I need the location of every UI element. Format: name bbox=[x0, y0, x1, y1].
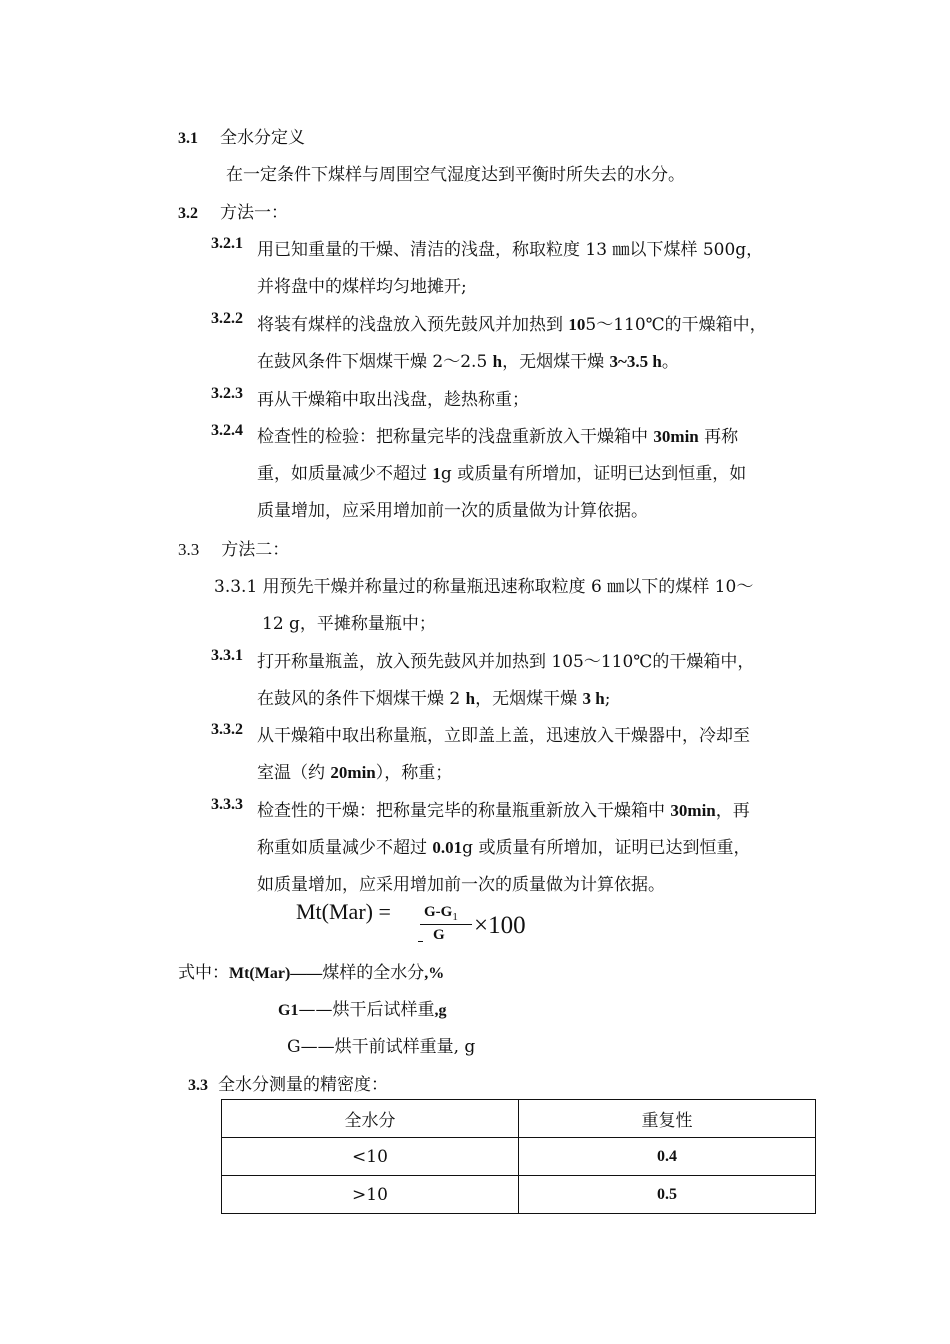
section-title: 全水分测量的精密度： bbox=[218, 1075, 388, 1095]
section-number: 3.3 bbox=[178, 540, 200, 559]
item-3-3-3-cont: 称重如质量减少不超过 0.01g 或质量有所增加，证明已达到恒重， bbox=[257, 838, 751, 858]
section-number: 3.1 bbox=[178, 130, 198, 147]
formula-lhs: Mt(Mar) = bbox=[296, 899, 391, 924]
fraction-mark bbox=[418, 941, 423, 942]
item-3-3-1-first: 3.3.1 用预先干燥并称量过的称量瓶迅速称取粒度 6 ㎜以下的煤样 10～ bbox=[214, 577, 754, 597]
section-3-1-desc: 在一定条件下煤样与周围空气湿度达到平衡时所失去的水分。 bbox=[226, 165, 685, 185]
item-line: 检查性的干燥：把称量完毕的称量瓶重新放入干燥箱中 30min，再 bbox=[257, 801, 750, 821]
section-3-2-heading bbox=[178, 198, 288, 223]
item-number: 3.2.2 bbox=[211, 310, 243, 327]
item-number: 3.2.4 bbox=[211, 422, 243, 439]
table-cell: >10 bbox=[222, 1176, 519, 1214]
fraction-bar bbox=[420, 924, 472, 925]
section-title: 方法一： bbox=[220, 203, 288, 223]
section-3-3-heading bbox=[178, 535, 289, 560]
table-row bbox=[222, 1138, 816, 1176]
item-line: 从干燥箱中取出称量瓶，立即盖上盖，迅速放入干燥器中，冷却至 bbox=[257, 726, 750, 746]
table-cell: 0.4 bbox=[519, 1138, 816, 1176]
item-number: 3.3.3 bbox=[211, 796, 243, 813]
formula-multiplier: ×100 bbox=[474, 912, 526, 939]
item-3-3-3-cont2: 如质量增加，应采用增加前一次的质量做为计算依据。 bbox=[257, 875, 665, 895]
item-3-3-3 bbox=[211, 796, 750, 821]
where-line-3: G——烘干前试样重量, g bbox=[287, 1037, 476, 1057]
item-3-2-1 bbox=[211, 235, 763, 260]
section-number: 3.2 bbox=[178, 205, 198, 222]
item-3-3-1-first-cont: 12 g，平摊称量瓶中； bbox=[262, 614, 436, 634]
formula-denominator: G bbox=[433, 927, 445, 943]
item-3-3-1-cont: 在鼓风的条件下烟煤干燥 2 h，无烟煤干燥 3 h; bbox=[257, 689, 611, 709]
section-title: 全水分定义 bbox=[220, 128, 305, 148]
precision-table bbox=[221, 1099, 816, 1214]
item-line: 将装有煤样的浅盘放入预先鼓风并加热到 105～110℃的干燥箱中， bbox=[257, 315, 767, 335]
item-3-2-3 bbox=[211, 385, 529, 410]
section-title: 方法二： bbox=[221, 540, 290, 560]
item-3-2-4-cont2: 质量增加，应采用增加前一次的质量做为计算依据。 bbox=[257, 501, 648, 521]
item-number: 3.3.1 bbox=[211, 647, 243, 664]
where-line-2: G1——烘干后试样重,g bbox=[278, 1000, 447, 1020]
item-3-3-1 bbox=[211, 647, 754, 672]
item-3-2-2 bbox=[211, 310, 767, 335]
item-3-3-2 bbox=[211, 721, 750, 746]
item-3-2-2-cont: 在鼓风条件下烟煤干燥 2～2.5 h，无烟煤干燥 3~3.5 h。 bbox=[257, 352, 679, 372]
item-number: 3.2.1 bbox=[211, 235, 243, 252]
item-line: 用已知重量的干燥、清洁的浅盘，称取粒度 13 ㎜以下煤样 500g， bbox=[257, 240, 764, 260]
where-line-1: 式中：Mt(Mar)——煤样的全水分,% bbox=[178, 963, 445, 983]
item-line: 打开称量瓶盖，放入预先鼓风并加热到 105～110℃的干燥箱中， bbox=[257, 652, 755, 672]
table-cell: 0.5 bbox=[519, 1176, 816, 1214]
header-cell: 全水分 bbox=[222, 1100, 519, 1138]
item-3-2-4 bbox=[211, 422, 738, 447]
item-3-2-1-cont: 并将盘中的煤样均匀地摊开; bbox=[257, 277, 467, 297]
precision-heading bbox=[188, 1070, 388, 1095]
item-line: 检查性的检验：把称量完毕的浅盘重新放入干燥箱中 30min 再称 bbox=[257, 427, 739, 447]
item-number: 3.2.3 bbox=[211, 385, 243, 402]
formula-numerator: $G-G_1$ bbox=[424, 904, 458, 923]
table-row bbox=[222, 1176, 816, 1214]
table-cell: <10 bbox=[222, 1138, 519, 1176]
item-line: 再从干燥箱中取出浅盘，趁热称重； bbox=[257, 390, 529, 410]
item-3-3-2-cont: 室温（约 20min），称重； bbox=[257, 763, 453, 783]
item-3-2-4-cont: 重，如质量减少不超过 1g 或质量有所增加，证明已达到恒重，如 bbox=[257, 464, 747, 484]
section-number: 3.3 bbox=[188, 1077, 208, 1094]
section-3-1-heading bbox=[178, 123, 305, 148]
table-header-row bbox=[222, 1100, 816, 1138]
item-number: 3.3.2 bbox=[211, 721, 243, 738]
header-cell: 重复性 bbox=[519, 1100, 816, 1138]
